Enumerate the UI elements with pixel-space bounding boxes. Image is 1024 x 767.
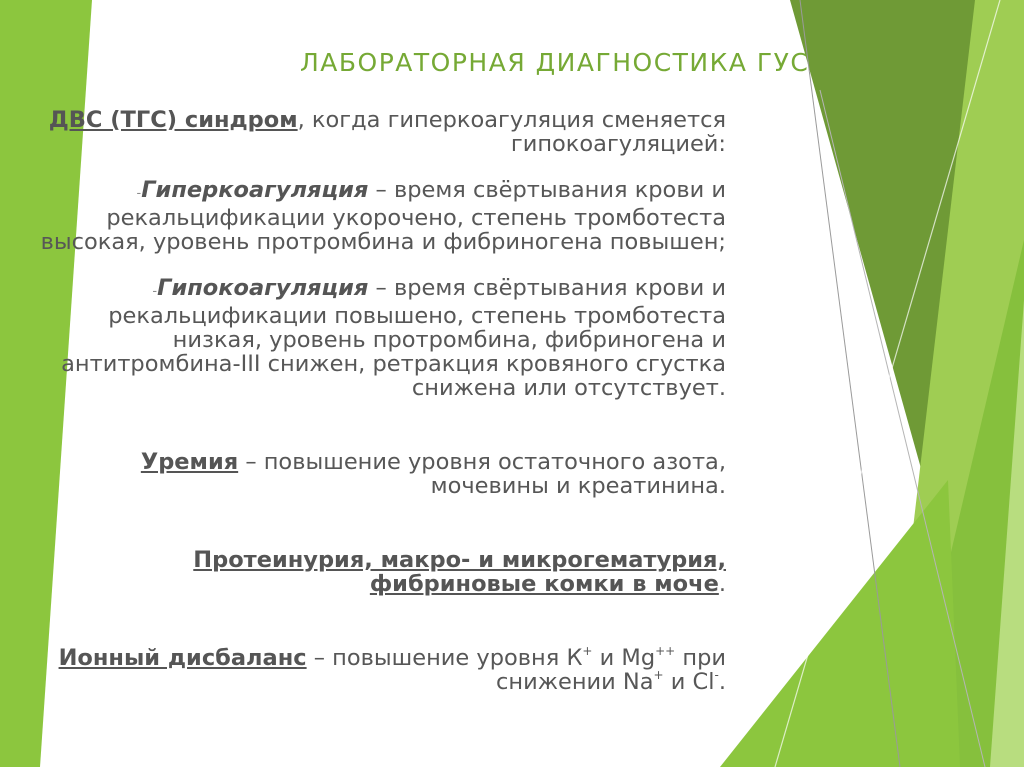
ion-sup-1: + [582,643,593,658]
hypo-dash: - [152,284,158,299]
ion-sup-4: - [714,667,719,682]
hyper-term: Гиперкоагуляция [141,177,369,203]
ion-text-3: при снижении Na [496,645,726,695]
hyper-dash: - [136,186,142,201]
hypo-paragraph [28,276,726,400]
hypo-text: – время свёртывания крови и рекальцификации повышено, степень тромботеста низкая, уровень протромбина, фибриногена и антитромбина-III снижен, ретракция кровяного сгустка снижена или отсутствует. [61,275,726,401]
ion-text-2: и Mg [592,645,656,671]
ion-paragraph [28,643,726,695]
proteinuria-text: . [718,571,726,597]
ion-text-4: и Cl [663,669,715,695]
hyper-paragraph [28,178,726,254]
hypo-term: Гипокоагуляция [157,275,369,301]
uremia-paragraph [28,450,726,498]
bottom-green-shape [720,480,960,767]
ion-sup-3: + [653,667,664,682]
ion-text-1: – повышение уровня К [306,645,583,671]
hyper-text: – время свёртывания крови и рекальцификации укорочено, степень тромботеста высокая, уровень протромбина и фибриногена повышен; [40,177,726,255]
proteinuria-term: Протеинурия, макро- и микрогематурия, фибриновые комки в моче [193,547,726,597]
slide-body [28,108,726,694]
slide-title: ЛАБОРАТОРНАЯ ДИАГНОСТИКА ГУС [300,48,810,77]
dvs-paragraph [28,108,726,156]
dvs-term: ДВС (ТГС) синдром [48,107,298,133]
uremia-term: Уремия [140,449,239,475]
ion-text-5: . [718,669,726,695]
ion-sup-2: ++ [655,643,676,658]
dvs-text: , когда гиперкоагуляция сменяется гипокоагуляцией: [297,107,726,157]
ion-term: Ионный дисбаланс [58,645,307,671]
proteinuria-paragraph [28,548,726,596]
uremia-text: – повышение уровня остаточного азота, мочевины и креатинина. [238,449,726,499]
